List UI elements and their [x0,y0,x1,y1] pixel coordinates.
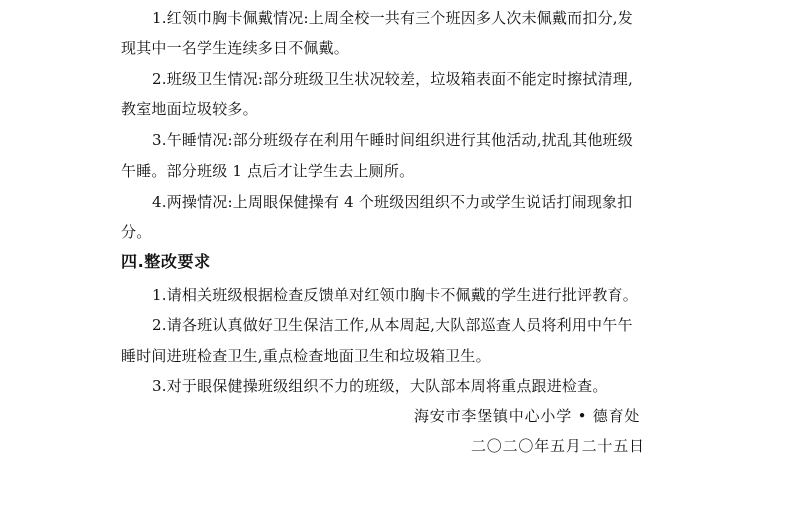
paragraph-line: 现其中一名学生连续多日不佩戴。 [121,39,350,57]
paragraph-line: 午睡。部分班级 1 点后才让学生去上厕所。 [121,162,415,180]
paragraph-line: 2.请各班认真做好卫生保洁工作,从本周起,大队部巡查人员将利用中午午 [152,316,633,334]
paragraph-line: 4.两操情况:上周眼保健操有 4 个班级因组织不力或学生说话打闹现象扣 [152,193,633,211]
paragraph-line: 3.对于眼保健操班级组织不力的班级，大队部本周将重点跟进检查。 [152,377,608,395]
section-heading: 四.整改要求 [121,252,211,271]
paragraph-line: 1.红领巾胸卡佩戴情况:上周全校一共有三个班因多人次未佩戴而扣分,发 [152,9,633,27]
paragraph-line: 1.请相关班级根据检查反馈单对红领巾胸卡不佩戴的学生进行批评教育。 [152,286,638,304]
paragraph-line: 3.午睡情况:部分班级存在利用午睡时间组织进行其他活动,扰乱其他班级 [152,131,633,149]
signature-org: 海安市李堡镇中心小学 • 德育处 [414,407,641,425]
paragraph-line: 睡时间进班检查卫生,重点检查地面卫生和垃圾箱卫生。 [121,347,491,365]
paragraph-line: 2.班级卫生情况:部分班级卫生状况较差，垃圾箱表面不能定时擦拭清理, [152,70,633,88]
signature-date: 二〇二〇年五月二十五日 [471,437,645,455]
paragraph-line: 分。 [121,223,152,241]
paragraph-line: 教室地面垃圾较多。 [121,100,258,118]
